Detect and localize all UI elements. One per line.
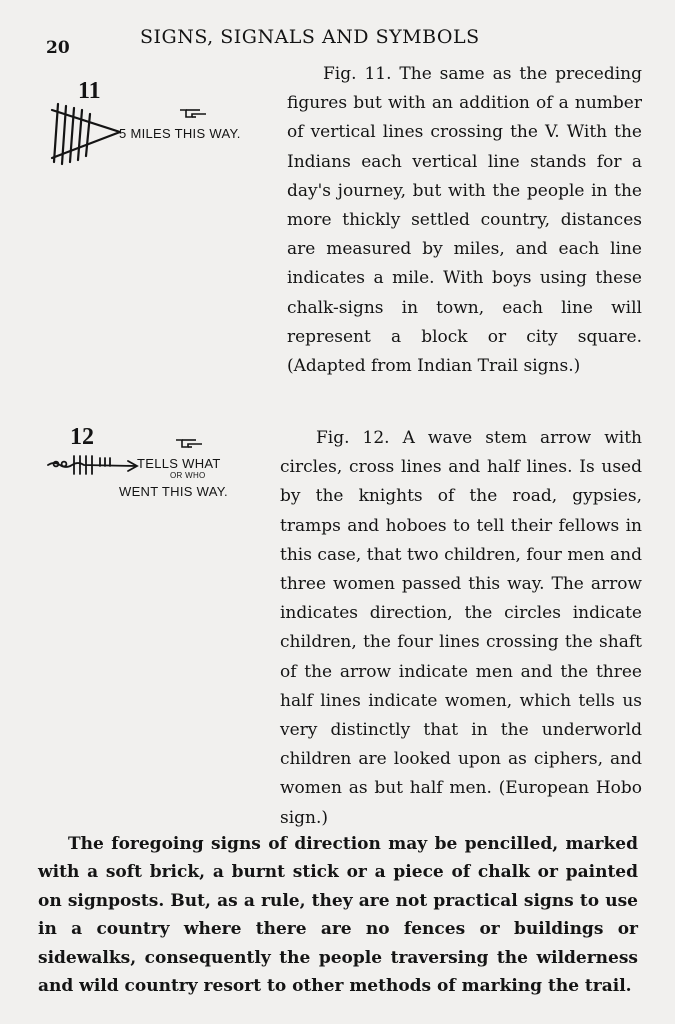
v-arrow-upper-arm: [52, 110, 120, 132]
pointing-hand-icon: [178, 106, 208, 120]
figure-12-sign-drawing: [44, 452, 144, 476]
closing-paragraph: [38, 830, 638, 1000]
figure-11-caption-text: Fig. 11. The same as the preceding figures but with an addition of a number of vertical lines crossing the V. With the Indians each vertical line stands for a day's journey, but with the people in the more thickly settled country, distances are measured by miles, and each line indicates a mile. With boys using these chalk-signs in town, each line will represent a block or city square. (Adapted from Indian Trail signs.): [287, 64, 642, 377]
mile-line-1: [54, 104, 58, 162]
figure-12-caption: [280, 424, 642, 833]
figure-12-number: 12: [70, 424, 94, 450]
child-circle-2: [62, 462, 67, 467]
figure-11-sign-label: 5 MILES THIS WAY.: [119, 126, 241, 141]
figure-11-caption: [287, 60, 642, 381]
figure-12-sign-label-or: OR WHO: [170, 471, 206, 480]
closing-paragraph-text: The foregoing signs of direction may be pencilled, marked with a soft brick, a burnt stick or a piece of chalk or painted on signposts. But, as a rule, they are not practical signs to use in a country where there are no fences or buildings or sidewalks, consequently the people traversing the wilderness and wild country resort to other methods of marking the trail.: [38, 834, 638, 997]
pointing-hand-icon: [174, 436, 204, 450]
figure-12-caption-text: Fig. 12. A wave stem arrow with circles, cross lines and half lines. Is used by the knights of the road, gypsies, tramps and hoboes to tell their fellows in this case, that two children, four men and three women passed this way. The arrow indicates direction, the circles indicate children, the four lines crossing the shaft of the arrow indicate men and the three half lines indicate women, which tells us very distinctly that in the underworld children are looked upon as ciphers, and women as but half men. (European Hobo sign.): [280, 428, 642, 828]
figure-12-sign-label-line1: TELLS WHAT: [137, 456, 221, 471]
figure-12-sign-label-line2: WENT THIS WAY.: [119, 484, 228, 499]
figure-11-sign-drawing: [40, 100, 130, 170]
figure-11-number: 11: [78, 78, 101, 104]
page-number: 20: [46, 38, 70, 58]
running-title: SIGNS, SIGNALS AND SYMBOLS: [140, 26, 480, 48]
